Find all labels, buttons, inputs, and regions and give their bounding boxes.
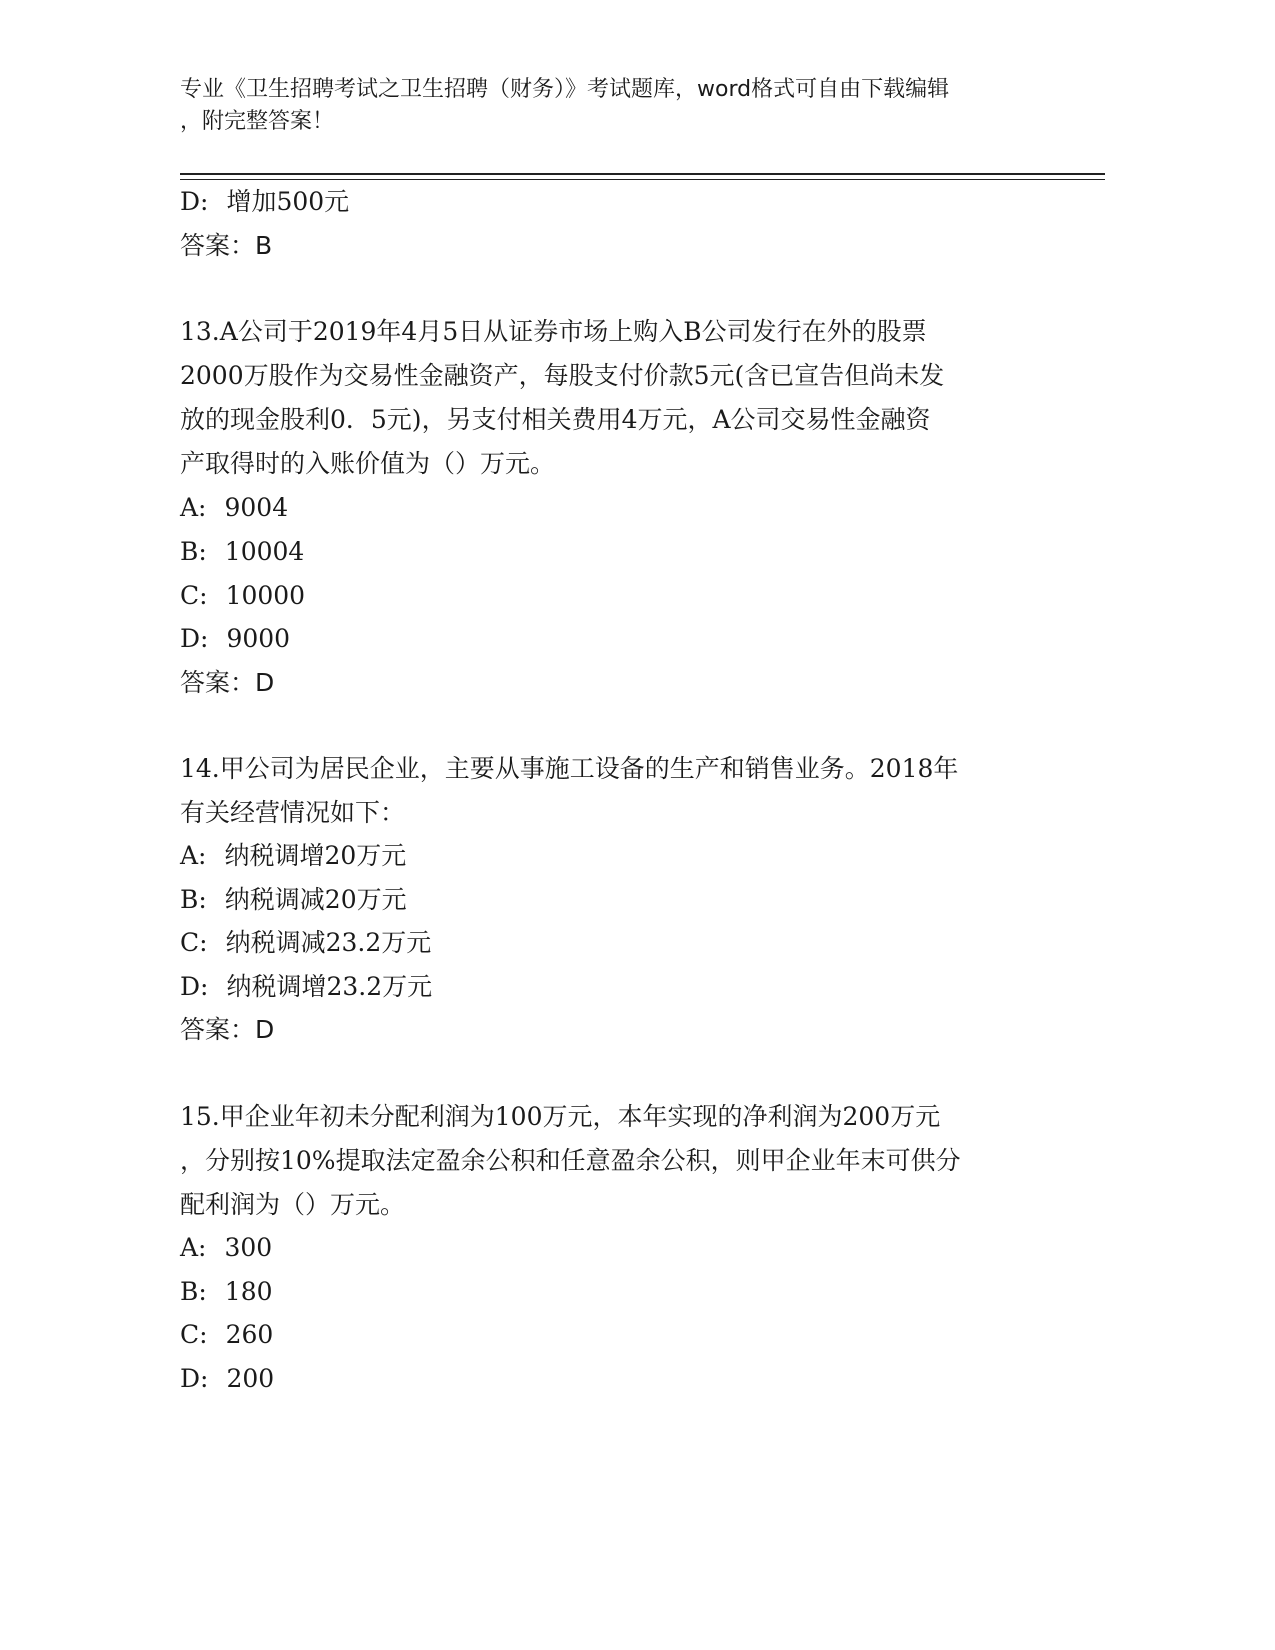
option-text: 260 xyxy=(225,1320,274,1349)
option-text: 9000 xyxy=(226,624,291,653)
option-letter: A: xyxy=(180,1233,207,1262)
option-letter: D: xyxy=(180,624,209,653)
stem-line: 2000万股作为交易性金融资产，每股支付价款5元(含已宣告但尚未发 xyxy=(180,361,945,390)
option-letter: C: xyxy=(180,581,208,610)
option-text: 纳税调减20万元 xyxy=(224,885,407,914)
option-letter: C: xyxy=(180,1320,208,1349)
prev-option-d xyxy=(180,180,349,224)
q14-option-b xyxy=(180,878,407,922)
question-13-stem xyxy=(180,310,1040,486)
page-header xyxy=(180,74,1080,138)
stem-line: 15.甲企业年初未分配利润为100万元，本年实现的净利润为200万元 xyxy=(180,1102,941,1131)
option-letter: D: xyxy=(180,972,209,1001)
option-letter: B: xyxy=(180,537,207,566)
q13-answer: 答案：D xyxy=(180,668,275,697)
option-text: 300 xyxy=(224,1233,273,1262)
q14-option-d xyxy=(180,965,432,1009)
option-text: 纳税调增23.2万元 xyxy=(226,972,433,1001)
q13-option-c xyxy=(180,574,305,618)
option-text: 10000 xyxy=(225,581,306,610)
stem-line: 放的现金股利0．5元)，另支付相关费用4万元，A公司交易性金融资 xyxy=(180,405,931,434)
option-letter: A: xyxy=(180,493,207,522)
header-rule-thick xyxy=(180,173,1105,175)
stem-line: 产取得时的入账价值为（）万元。 xyxy=(180,449,556,478)
option-text: 180 xyxy=(224,1277,273,1306)
q13-option-d xyxy=(180,617,290,661)
option-text: 纳税调增20万元 xyxy=(224,841,407,870)
question-15-stem xyxy=(180,1095,1040,1227)
option-letter: B: xyxy=(180,1277,207,1306)
header-line-1: 专业《卫生招聘考试之卫生招聘（财务）》考试题库，word格式可自由下载编辑 xyxy=(180,77,950,102)
q15-option-d xyxy=(180,1357,274,1401)
header-line-2: ，附完整答案！ xyxy=(180,109,335,134)
stem-line: 14.甲公司为居民企业，主要从事施工设备的生产和销售业务。2018年 xyxy=(180,754,959,783)
option-letter: C: xyxy=(180,928,208,957)
option-text: 10004 xyxy=(224,537,305,566)
q15-option-c xyxy=(180,1313,273,1357)
option-text: 纳税调减23.2万元 xyxy=(225,928,432,957)
option-text: 9004 xyxy=(224,493,289,522)
option-letter: D: xyxy=(180,1364,209,1393)
q14-answer: 答案：D xyxy=(180,1015,275,1044)
q15-option-b xyxy=(180,1270,273,1314)
q14-option-a xyxy=(180,834,406,878)
q15-option-a xyxy=(180,1226,272,1270)
q14-option-c xyxy=(180,921,431,965)
prev-answer: 答案：B xyxy=(180,231,273,260)
stem-line: 13.A公司于2019年4月5日从证券市场上购入B公司发行在外的股票 xyxy=(180,317,927,346)
option-letter: D: xyxy=(180,187,209,216)
q13-option-b xyxy=(180,530,304,574)
stem-line: 配利润为（）万元。 xyxy=(180,1190,406,1219)
option-text: 增加500元 xyxy=(226,187,350,216)
stem-line: 有关经营情况如下： xyxy=(180,798,406,827)
stem-line: ，分别按10%提取法定盈余公积和任意盈余公积，则甲企业年末可供分 xyxy=(180,1146,961,1175)
option-text: 200 xyxy=(226,1364,275,1393)
question-14-stem xyxy=(180,747,1040,835)
option-letter: B: xyxy=(180,885,207,914)
q13-option-a xyxy=(180,486,288,530)
option-letter: A: xyxy=(180,841,207,870)
